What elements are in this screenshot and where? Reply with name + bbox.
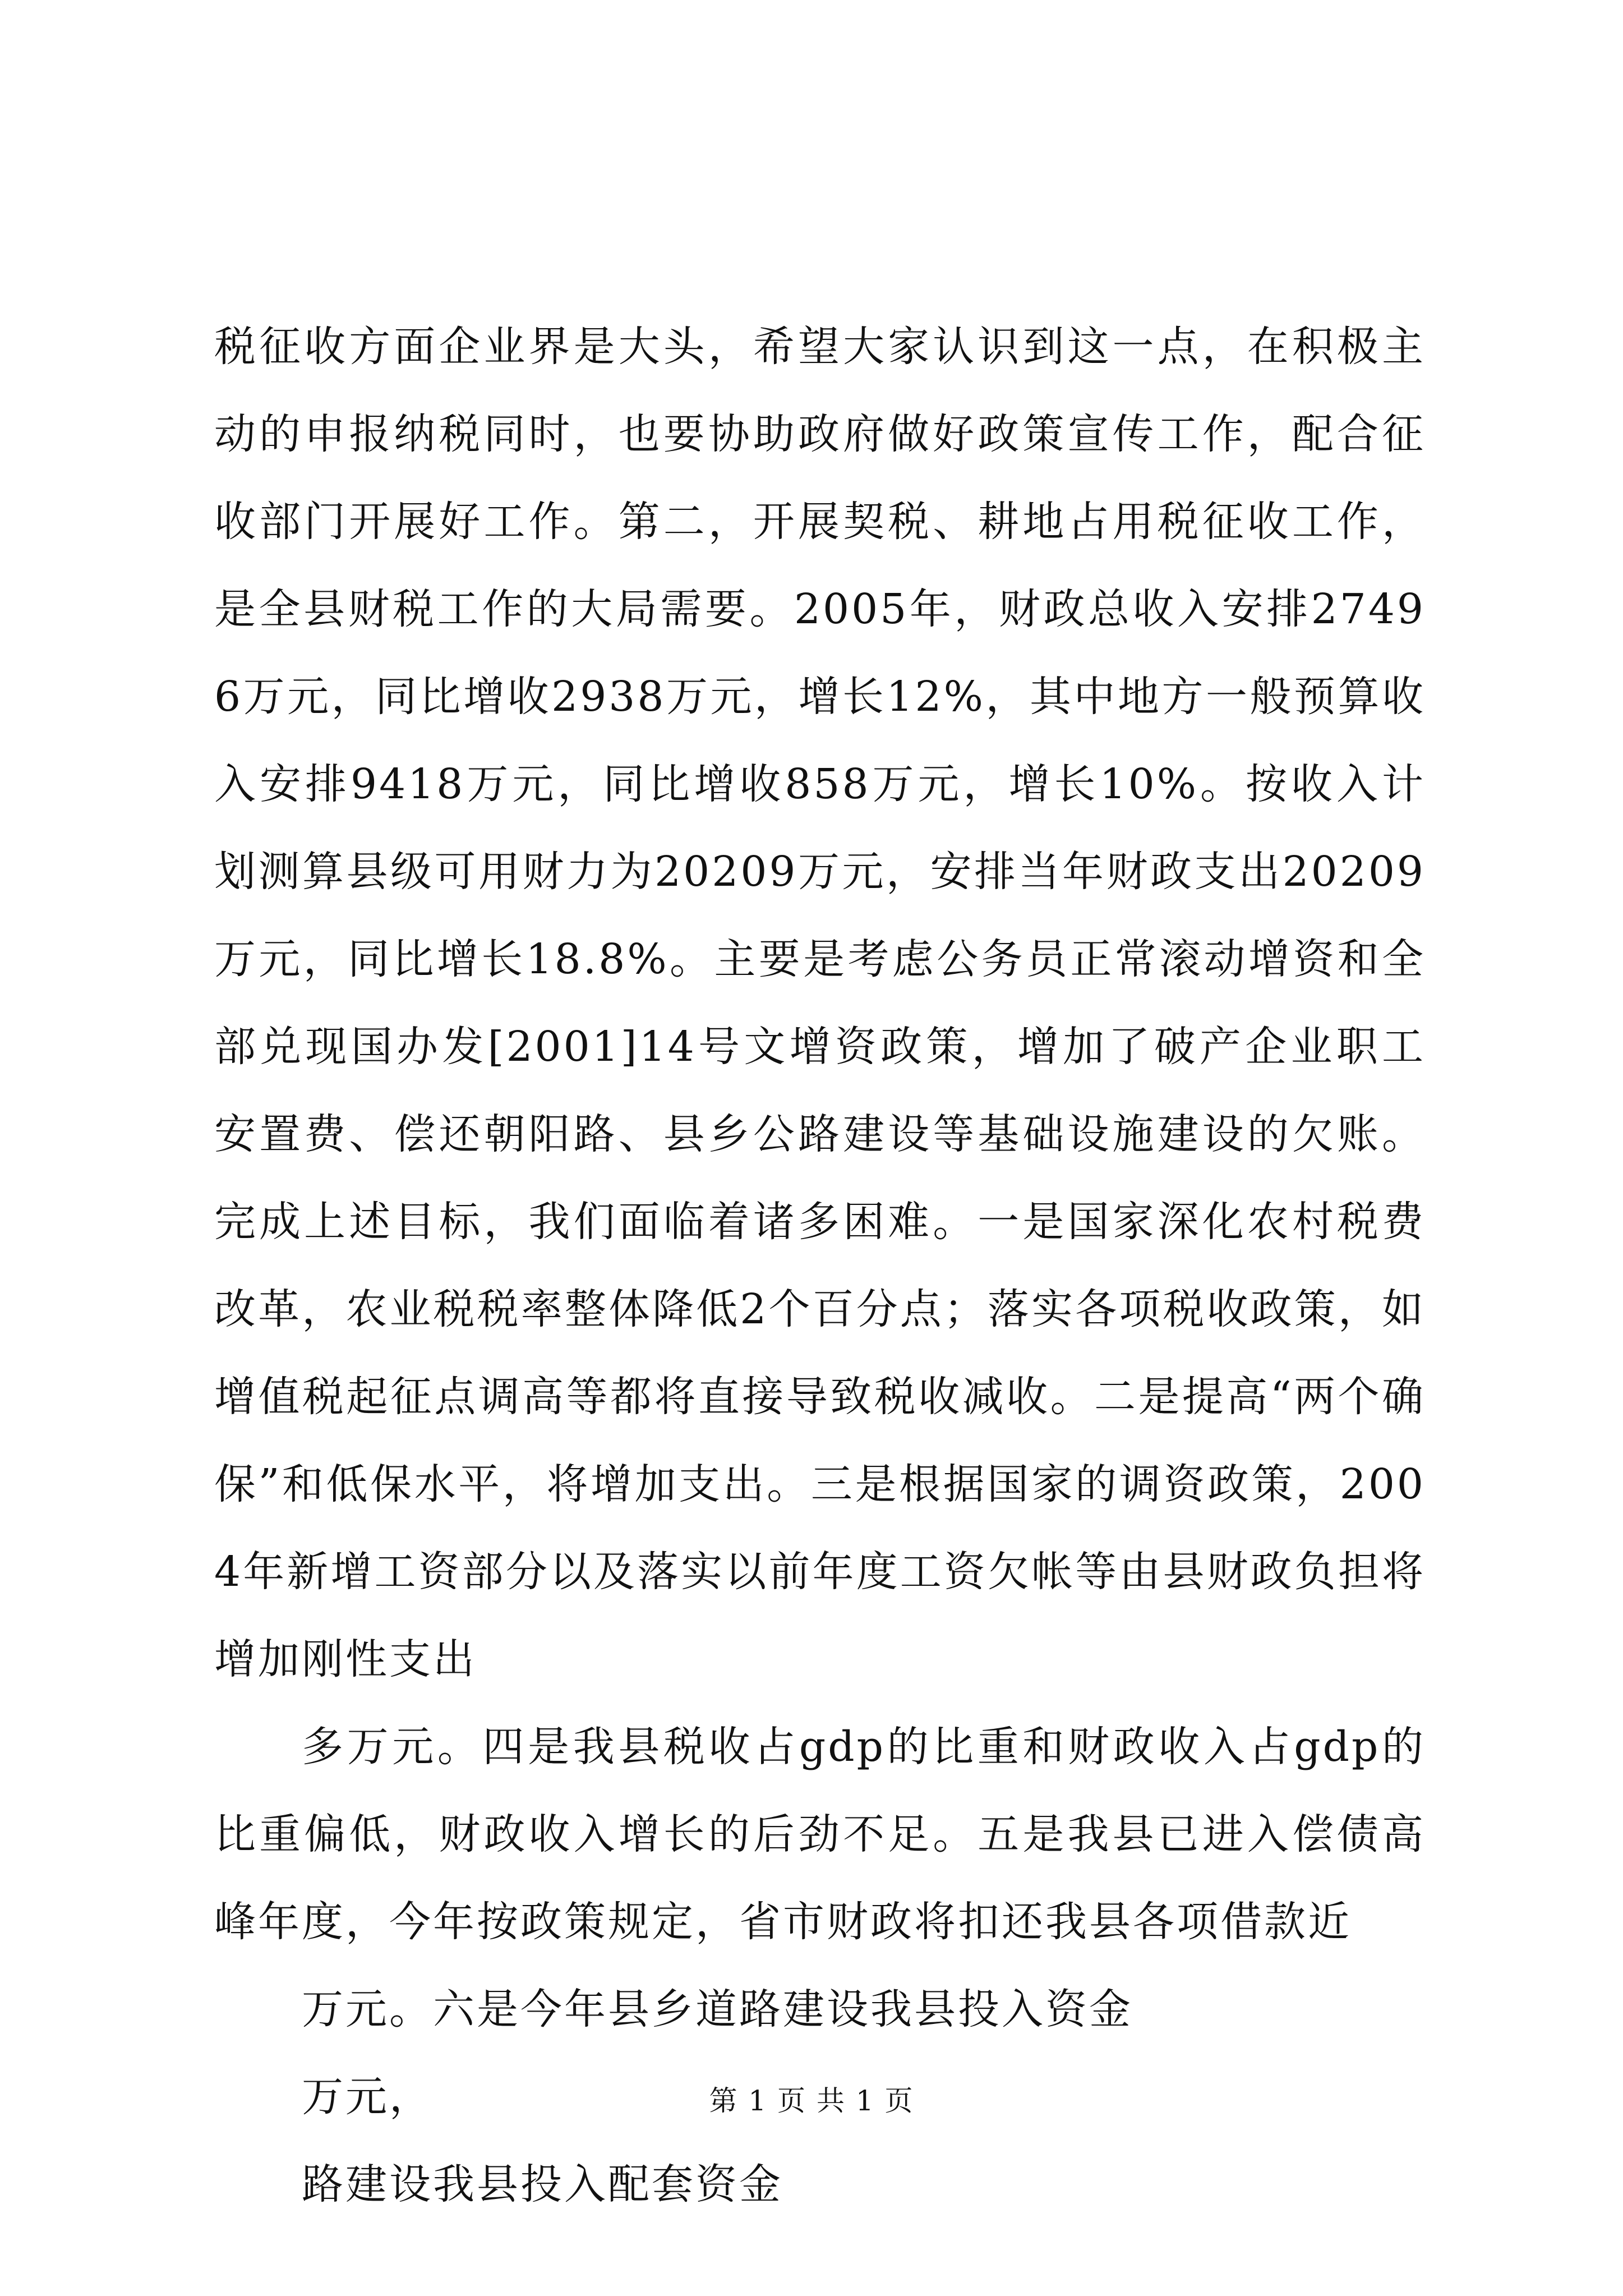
paragraph-3: 万元。六是今年县乡道路建设我县投入资金 — [302, 1985, 1133, 2033]
document-body — [214, 303, 1426, 2228]
page-number-footer: 第 1 页 共 1 页 — [709, 2085, 914, 2117]
paragraph-4: 万元， — [302, 2073, 433, 2121]
paragraph-5: 路建设我县投入配套资金 — [302, 2160, 783, 2208]
paragraph-1: 税征收方面企业界是大头，希望大家认识到这一点，在积极主动的申报纳税同时，也要协助政府做好政策宣传工作，配合征收部门开展好工作。第二，开展契税、耕地占用税征收工作，是全县财税工作的大局需要。2005年，财政总收入安排27496万元，同比增收2938万元，增长12%，其中地方一般预算收入安排9418万元，同比增收858万元，增长10%。按收入计划测算县级可用财力为20209万元，安排当年财政支出20209万元，同比增长18.8%。主要是考虑公务员正常滚动增资和全部兑现国办发[2001]14号文增资政策，增加了破产企业职工安置费、偿还朝阳路、县乡公路建设等基础设施建设的欠账。完成上述目标，我们面临着诸多困难。一是国家深化农村税费改革，农业税税率整体降低2个百分点；落实各项税收政策，如增值税起征点调高等都将直接导致税收减收。二是提高“两个确保”和低保水平，将增加支出。三是根据国家的调资政策，2004年新增工资部分以及落实以前年度工资欠帐等由县财政负担将增加刚性支出 — [214, 323, 1426, 1683]
paragraph-2: 多万元。四是我县税收占gdp的比重和财政收入占gdp的比重偏低，财政收入增长的后劲不足。五是我县已进入偿债高峰年度，今年按政策规定，省市财政将扣还我县各项借款近 — [214, 1723, 1426, 1946]
